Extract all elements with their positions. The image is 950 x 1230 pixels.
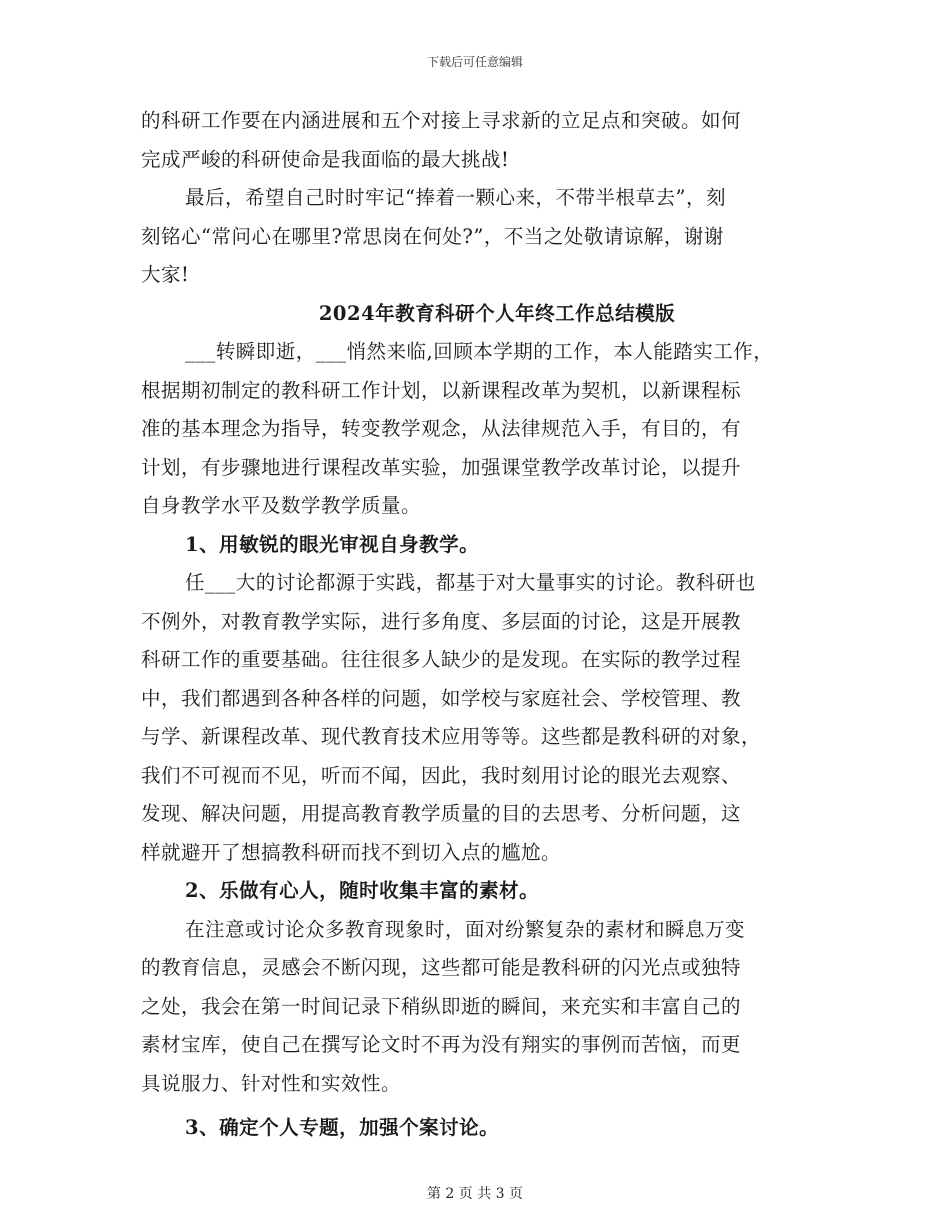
body-line: 素材宝库，使自己在撰写论文时不再为没有翔实的事例而苦恼，而更: [141, 1033, 742, 1056]
body-line: 的科研工作要在内涵进展和五个对接上寻求新的立足点和突破。如何: [141, 109, 742, 132]
body-line: 样就避开了想搞教科研而找不到切入点的尴尬。: [141, 840, 562, 864]
body-line: 最后，希望自己时时牢记“捧着一颗心来，不带半根草去”，刻: [185, 186, 726, 209]
body-line: 根据期初制定的教科研工作计划，以新课程改革为契机，以新课程标: [141, 378, 742, 402]
document-title: 2024年教育科研个人年终工作总结模版: [318, 301, 676, 325]
section-heading-2: 2、乐做有心人，随时收集丰富的素材。: [185, 879, 540, 902]
body-line: 的教育信息，灵感会不断闪现，这些都可能是教科研的闪光点或独特: [141, 956, 742, 979]
body-line: 完成严峻的科研使命是我面临的最大挑战!: [141, 147, 510, 171]
body-line: 计划，有步骤地进行课程改革实验，加强课堂教学改革讨论，以提升: [141, 455, 742, 479]
body-line: 具说服力、针对性和实效性。: [141, 1071, 402, 1095]
body-line: 与学、新课程改革、现代教育技术应用等等。这些都是教科研的对象，: [141, 725, 762, 748]
page-number: 第 2 页 共 3 页: [426, 1186, 524, 1202]
body-line: 刻铭心“常问心在哪里?常思岗在何处?”，不当之处敬请谅解，谢谢: [141, 224, 724, 248]
body-line: 任___大的讨论都源于实践，都基于对大量事实的讨论。教科研也: [185, 571, 756, 594]
body-line: 之处，我会在第一时间记录下稍纵即逝的瞬间，来充实和丰富自己的: [141, 994, 742, 1018]
body-line: ___转瞬即逝，___悄然来临,回顾本学期的工作，本人能踏实工作，: [185, 340, 774, 363]
body-line: 准的基本理念为指导，转变教学观念，从法律规范入手，有目的，有: [141, 417, 742, 440]
body-line: 自身教学水平及数学教学质量。: [141, 494, 422, 517]
body-line: 在注意或讨论众多教育现象时，面对纷繁复杂的素材和瞬息万变: [185, 917, 746, 941]
section-heading-3: 3、确定个人专题，加强个案讨论。: [185, 1116, 500, 1139]
body-line: 大家!: [141, 263, 190, 286]
page-header: 下载后可任意编辑: [426, 55, 523, 69]
body-line: 发现、解决问题，用提高教育教学质量的目的去思考、分析问题，这: [141, 802, 742, 825]
body-line: 中，我们都遇到各种各样的问题，如学校与家庭社会、学校管理、教: [141, 686, 742, 710]
document-body: [141, 102, 813, 1148]
body-line: 不例外，对教育教学实际，进行多角度、多层面的讨论，这是开展教: [141, 609, 742, 633]
body-line: 我们不可视而不见，听而不闻，因此，我时刻用讨论的眼光去观察、: [141, 763, 742, 787]
section-heading-1: 1、用敏锐的眼光审视自身教学。: [185, 532, 480, 556]
body-line: 科研工作的重要基础。往往很多人缺少的是发现。在实际的教学过程: [141, 648, 742, 671]
